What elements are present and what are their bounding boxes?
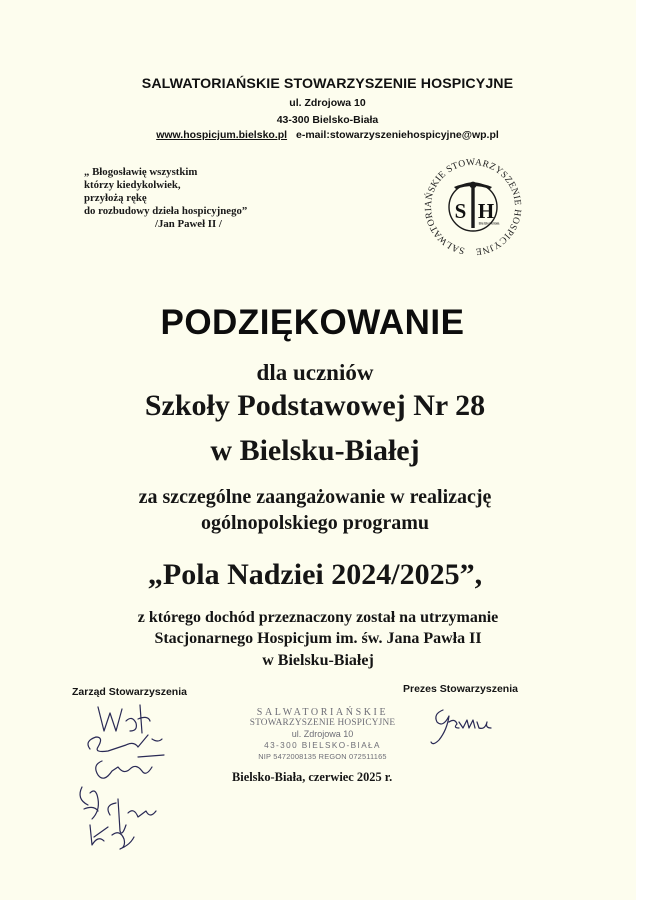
reason-line-1: za szczególne zaangażowanie w realizację bbox=[138, 486, 492, 508]
issue-date: Bielsko-Biała, czerwiec 2025 r. bbox=[232, 770, 393, 784]
stamp-line: STOWARZYSZENIE HOSPICYJNE bbox=[249, 718, 396, 728]
handwritten-signature bbox=[98, 705, 150, 733]
quote-line: przyłożą rękę bbox=[84, 192, 147, 204]
pope-quote bbox=[84, 166, 247, 231]
recipient-school: Szkoły Podstawowej Nr 28 bbox=[144, 389, 486, 422]
organization-contacts bbox=[0, 129, 655, 141]
purpose-line-2: Stacjonarnego Hospicjum im. św. Jana Pawła II bbox=[154, 630, 482, 647]
recipient-line-1: dla uczniów bbox=[256, 360, 374, 385]
quote-line: do rozbudowy dzieła hospicyjnego” bbox=[84, 205, 248, 217]
recipient-city: w Bielsku-Białej bbox=[210, 434, 420, 467]
handwritten-signature bbox=[96, 761, 152, 778]
organization-city: 43-300 Bielsko-Biała bbox=[276, 114, 379, 126]
stamp-line: NIP 5472008135 REGON 072511165 bbox=[258, 752, 387, 761]
logo-city-caption: Bielsko-Biała bbox=[478, 221, 500, 226]
board-signature-label: Zarząd Stowarzyszenia bbox=[72, 686, 187, 698]
program-name: „Pola Nadziei 2024/2025”, bbox=[147, 558, 483, 591]
stamp-line: ul. Zdrojowa 10 bbox=[291, 729, 354, 739]
president-signature bbox=[425, 700, 500, 748]
organization-name: SALWATORIAŃSKIE STOWARZYSZENIE HOSPICYJNE bbox=[141, 76, 514, 92]
logo-ring-text: SALWATORIAŃSKIE STOWARZYSZENIE HOSPICYJNE bbox=[422, 156, 524, 258]
hospice-logo bbox=[418, 152, 528, 262]
reason-line-2: ogólnopolskiego programu bbox=[201, 512, 429, 534]
handwritten-signature bbox=[90, 825, 134, 849]
certificate-title: PODZIĘKOWANIE bbox=[160, 303, 465, 342]
email-address: e-mail:stowarzyszeniehospicyjne@wp.pl bbox=[296, 129, 499, 141]
website-link[interactable]: www.hospicjum.bielsko.pl bbox=[156, 129, 288, 141]
handwritten-signature bbox=[108, 799, 156, 833]
purpose-line-1: z którego dochód przeznaczony został na utrzymanie bbox=[137, 609, 499, 626]
handwritten-signature bbox=[88, 735, 164, 757]
quote-line: „ Błogosławię wszystkim bbox=[84, 166, 198, 178]
stamp-line: SALWATORIAŃSKIE bbox=[256, 707, 389, 718]
president-signature-label: Prezes Stowarzyszenia bbox=[403, 683, 518, 695]
handwritten-signature bbox=[80, 787, 98, 819]
stamp-line: 43-300 BIELSKO-BIAŁA bbox=[264, 741, 381, 750]
logo-letter-s: S bbox=[454, 199, 467, 223]
organization-stamp bbox=[240, 707, 405, 762]
board-signatures bbox=[68, 695, 178, 865]
quote-line: którzy kiedykolwiek, bbox=[84, 179, 181, 191]
handwritten-signature bbox=[431, 710, 491, 744]
quote-author: /Jan Paweł II / bbox=[155, 218, 222, 230]
purpose-line-3: w Bielsku-Białej bbox=[262, 652, 374, 669]
logo-letter-h: H bbox=[477, 199, 495, 223]
organization-street: ul. Zdrojowa 10 bbox=[289, 97, 366, 109]
